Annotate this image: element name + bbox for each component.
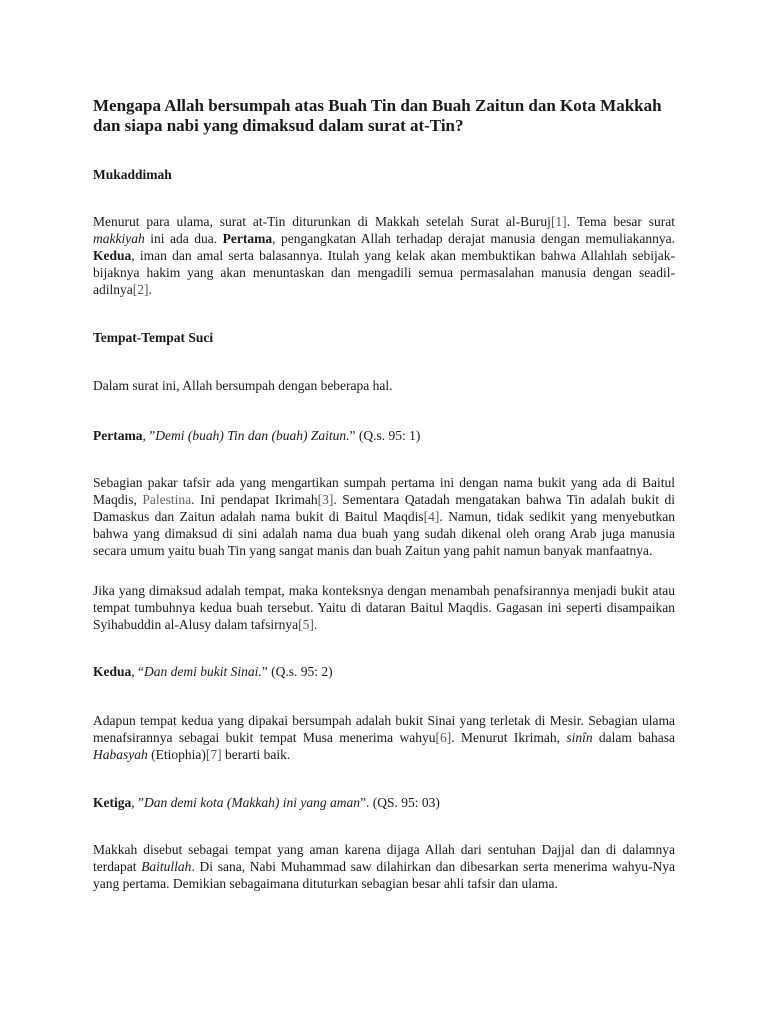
palestina-link[interactable]: Palestina — [142, 492, 192, 507]
paragraph-mukaddimah: Menurut para ulama, surat at-Tin diturunkan di Makkah setelah Surat al-Buruj[1]. Tema besar surat makkiyah ini ada dua. Pertama, pengangkatan Allah terhadap derajat manusia dengan memuliakannya. Kedua, iman dan amal serta balasannya. Itulah yang kelak akan membuktikan bahwa Allahlah sebijak-bijaknya hakim yang akan menuntaskan dan mengadili semua permasalahan manusia dengan seadil-adilnya[2]. — [93, 214, 676, 297]
paragraph-tin-zaitun: Sebagian pakar tafsir ada yang mengartikan sumpah pertama ini dengan nama bukit yang ada di Baitul Maqdis, Palestina. Ini pendapat Ikrimah[3]. Sementara Qatadah mengatakan bahwa Tin adalah bukit di Damaskus dan Zaitun adalah nama bukit di Baitul Maqdis[4]. Namun, tidak sedikit yang menyebutkan bahwa yang dimaksud di sini adalah nama dua buah yang sudah dikenal oleh orang Arab juga manusia secara umum yaitu buah Tin yang sangat manis dan buah Zaitun yang pahit namun banyak manfaatnya. — [93, 475, 676, 558]
section-heading-tempat-suci: Tempat-Tempat Suci — [93, 330, 214, 345]
paragraph-intro: Dalam surat ini, Allah bersumpah dengan beberapa hal. — [93, 378, 393, 393]
footnote-link-1[interactable]: [1] — [550, 214, 567, 229]
paragraph-makkah: Makkah disebut sebagai tempat yang aman karena dijaga Allah dari sentuhan Dajjal dan di dalamnya terdapat Baitullah. Di sana, Nabi Muhammad saw dilahirkan dan dibesarkan serta menerima wahyu-Nya yang pertama. Demikian sebagaimana dituturkan sebagian besar ahli tafsir dan ulama. — [93, 842, 675, 891]
footnote-link-4[interactable]: [4] — [423, 509, 440, 524]
footnote-link-7[interactable]: [7] — [205, 747, 222, 762]
footnote-link-5[interactable]: [5] — [298, 617, 314, 632]
oath-pertama: Pertama, ”Demi (buah) Tin dan (buah) Zaitun.” (Q.s. 95: 1) — [93, 428, 421, 443]
oath-kedua: Kedua, “Dan demi bukit Sinai.” (Q.s. 95: 2) — [93, 664, 333, 679]
paragraph-tempat: Jika yang dimaksud adalah tempat, maka konteksnya dengan menambah penafsirannya menjadi bukit atau tempat tumbuhnya kedua buah tersebut. Yaitu di dataran Baitul Maqdis. Gagasan ini seperti disampaikan Syihabuddin al-Alusy dalam tafsirnya[5]. — [93, 583, 675, 632]
footnote-link-6[interactable]: [6] — [435, 730, 452, 745]
paragraph-sinai: Adapun tempat kedua yang dipakai bersumpah adalah bukit Sinai yang terletak di Mesir. Sebagian ulama menafsirannya sebagai bukit tempat Musa menerima wahyu[6]. Menurut Ikrimah, sinîn dalam bahasa Habasyah (Etiophia)[7] berarti baik. — [93, 713, 675, 762]
footnote-link-2[interactable]: [2] — [132, 282, 149, 297]
oath-ketiga: Ketiga, ”Dan demi kota (Makkah) ini yang aman”. (QS. 95: 03) — [93, 795, 440, 810]
document-title: Mengapa Allah bersumpah atas Buah Tin dan Buah Zaitun dan Kota Makkah dan siapa nabi yang dimaksud dalam surat at-Tin? — [93, 96, 662, 135]
footnote-link-3[interactable]: [3] — [317, 492, 334, 507]
section-heading-mukaddimah: Mukaddimah — [93, 167, 172, 182]
